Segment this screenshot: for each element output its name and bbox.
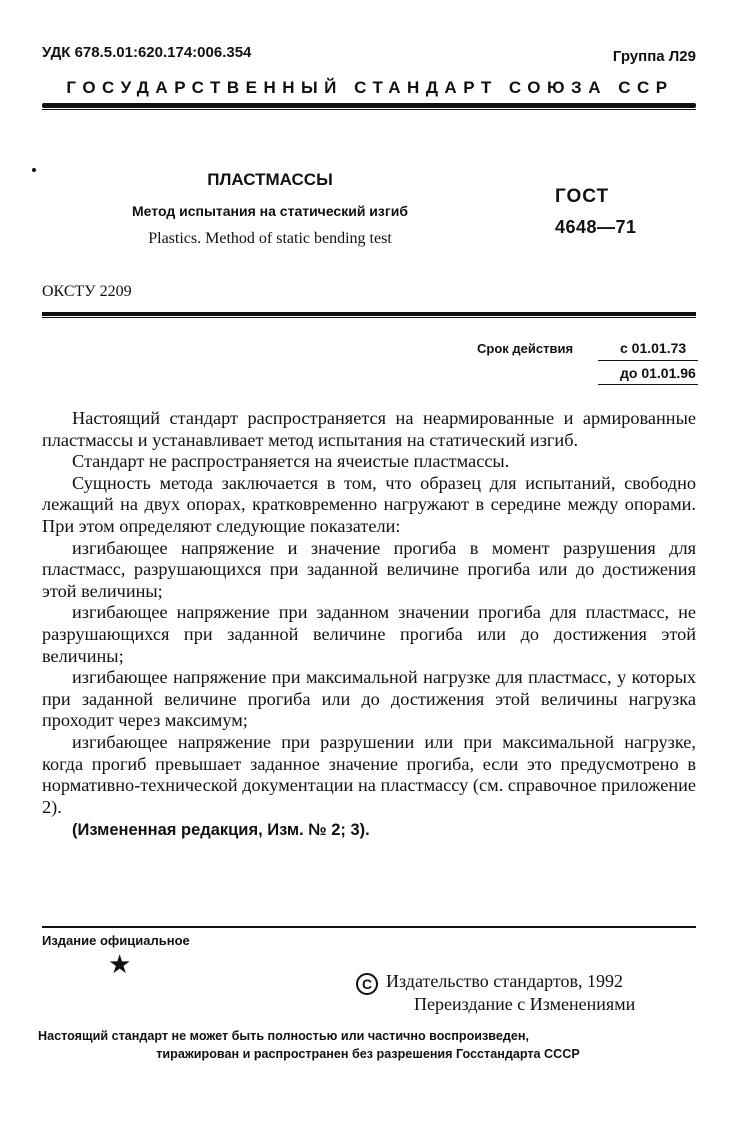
okstu-code: ОКСТУ 2209 (42, 283, 132, 300)
paragraph-scope: Настоящий стандарт распространяется на неармированные и армированные пластмассы и устанавливает метод испытания на статический изгиб. (42, 408, 696, 450)
scan-speck (32, 168, 36, 172)
footer-rule (42, 926, 696, 928)
amendment-note: (Измененная редакция, Изм. № 2; 3). (72, 821, 370, 840)
copyright-icon: C (356, 973, 378, 995)
star-icon: ★ (108, 950, 132, 979)
validity-underline (598, 384, 698, 385)
paragraph-exclusion: Стандарт не распространяется на ячеистые пластмассы. (72, 451, 510, 472)
validity-label: Срок действия (477, 341, 574, 356)
title-rule-thin (42, 317, 696, 318)
publisher-text: Издательство стандартов, 1992 (386, 971, 623, 991)
group-code: Группа Л29 (612, 48, 696, 65)
list-item: изгибающее напряжение при заданном значении прогиба для пластмасс, не разрушающихся при заданной величине прогиба или до достижения этой величины; (42, 602, 696, 666)
copyright-notice-line2: тиражирован и распространен без разрешения Госстандарта СССР (156, 1047, 580, 1061)
document-title: ПЛАСТМАССЫ (207, 170, 333, 189)
state-standard-heading: ГОСУДАРСТВЕННЫЙ СТАНДАРТ СОЮЗА ССР (66, 78, 674, 97)
publisher-line (356, 971, 623, 995)
title-rule (42, 312, 696, 316)
validity-divider (598, 360, 698, 361)
document-subtitle-en: Plastics. Method of static bending test (148, 230, 392, 247)
list-item: изгибающее напряжение при разрушении или при максимальной нагрузке, когда прогиб превышает заданное значение прогиба, если это предусмотрено в нормативно-технической документации на пластмассу (см. справочное приложение 2). (42, 731, 696, 817)
document-subtitle-ru: Метод испытания на статический изгиб (132, 203, 408, 219)
document-body (42, 408, 696, 842)
udc-code: УДК 678.5.01:620.174:006.354 (42, 44, 252, 61)
gost-label: ГОСТ (555, 186, 610, 207)
official-edition-label: Издание официальное (42, 933, 190, 948)
paragraph-method-essence: Сущность метода заключается в том, что образец для испытаний, свободно лежащий на двух опорах, кратковременно нагружают в середине между опорами. При этом определяют следующие показатели: (42, 472, 696, 536)
gost-number: 4648—71 (555, 217, 637, 237)
reprint-line: Переиздание с Изменениями (414, 994, 636, 1014)
list-item: изгибающее напряжение и значение прогиба в момент разрушения для пластмасс, разрушающихся при заданной величине прогиба или до достижения этой величины; (42, 537, 696, 601)
validity-from: с 01.01.73 (620, 340, 687, 356)
header-rule-thin (42, 109, 696, 110)
list-item: изгибающее напряжение при максимальной нагрузке для пластмасс, у которых при заданной величине прогиба или до достижения этой величины нагрузка проходит через максимум; (42, 667, 696, 731)
validity-to: до 01.01.96 (620, 365, 696, 381)
copyright-notice-line1: Настоящий стандарт не может быть полностью или частично воспроизведен, (38, 1029, 529, 1043)
header-rule (42, 103, 696, 108)
